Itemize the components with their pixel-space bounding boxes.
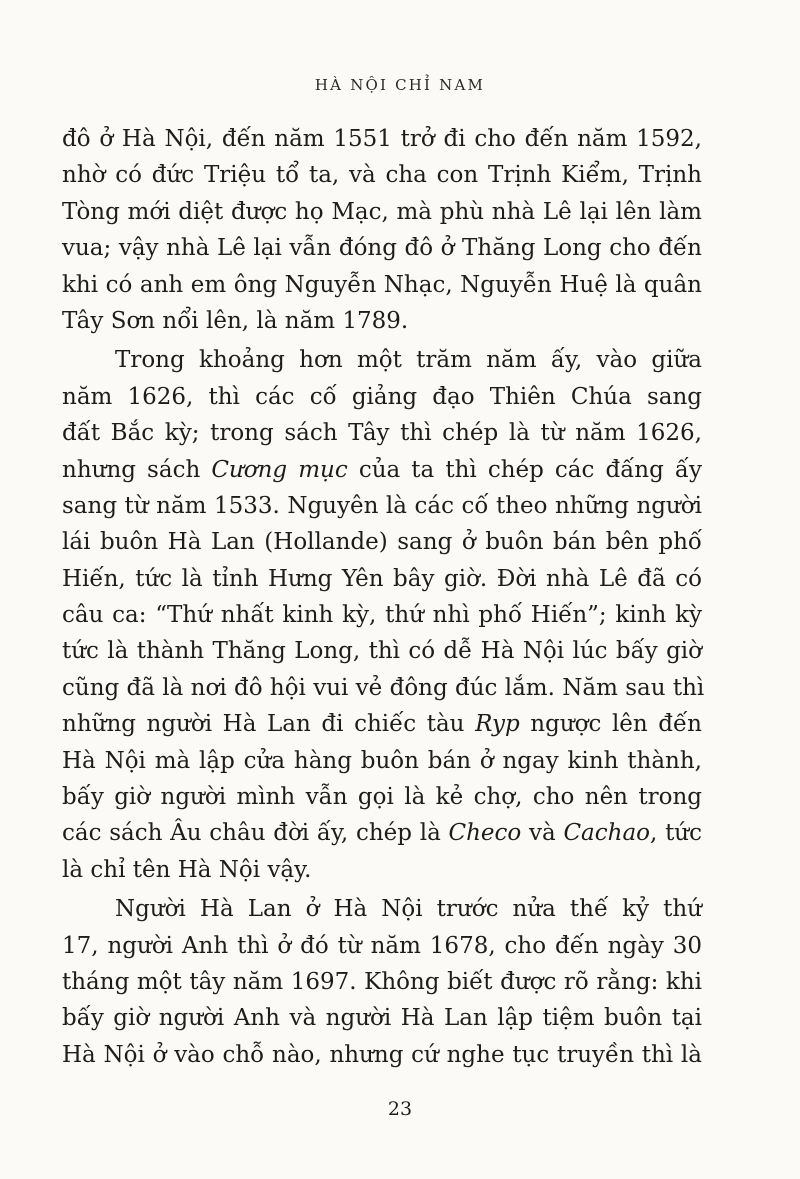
text-line: năm 1626, thì các cố giảng đạo Thiên Chúa sang	[62, 383, 702, 410]
text-line: Trong khoảng hơn một trăm năm ấy, vào giữa	[115, 347, 702, 374]
text-line: đất Bắc kỳ; trong sách Tây thì chép là từ năm 1626,	[62, 420, 702, 447]
running-head: HÀ NỘI CHỈ NAM	[314, 76, 486, 94]
text-line: Người Hà Lan ở Hà Nội trước nửa thế kỷ thứ	[115, 896, 702, 923]
paragraph-3	[62, 891, 702, 1073]
text-line: tức là thành Thăng Long, thì có dễ Hà Nội lúc bấy giờ	[62, 638, 702, 665]
text-line: đô ở Hà Nội, đến năm 1551 trở đi cho đến năm 1592,	[62, 126, 702, 152]
text-line: những người Hà Lan đi chiếc tàu Ryp ngược lên đến	[62, 711, 702, 738]
text-line: nhưng sách Cương mục của ta thì chép các đấng ấy	[62, 456, 703, 483]
text-line: vua; vậy nhà Lê lại vẫn đóng đô ở Thăng Long cho đến	[62, 235, 702, 262]
text-line: Tòng mới diệt được họ Mạc, mà phù nhà Lê lại lên làm	[62, 198, 702, 225]
text-line: lái buôn Hà Lan (Hollande) sang ở buôn bán bên phố	[62, 529, 702, 556]
body-text	[62, 121, 705, 1073]
text-line: là chỉ tên Hà Nội vậy.	[62, 856, 312, 883]
paragraph-2	[62, 342, 705, 888]
text-line: khi có anh em ông Nguyễn Nhạc, Nguyễn Huệ là quân	[62, 271, 702, 298]
text-line: tháng một tây năm 1697. Không biết được rõ rằng: khi	[62, 968, 702, 995]
text-line: câu ca: “Thứ nhất kinh kỳ, thứ nhì phố Hiến”; kinh kỳ	[62, 602, 702, 629]
text-line: sang từ năm 1533. Nguyên là các cố theo những người	[62, 492, 702, 519]
text-line: bấy giờ người mình vẫn gọi là kẻ chợ, cho nên trong	[62, 784, 702, 811]
text-line: Tây Sơn nổi lên, là năm 1789.	[62, 307, 409, 334]
text-line: Hà Nội mà lập cửa hàng buôn bán ở ngay kinh thành,	[62, 747, 702, 774]
page-number: 23	[387, 1098, 413, 1120]
text-line: Hà Nội ở vào chỗ nào, nhưng cứ nghe tục truyền thì là	[62, 1041, 702, 1068]
text-line: bấy giờ người Anh và người Hà Lan lập tiệm buôn tại	[62, 1005, 702, 1032]
text-line: Hiến, tức là tỉnh Hưng Yên bây giờ. Đời nhà Lê đã có	[62, 565, 702, 592]
text-line: nhờ có đức Triệu tổ ta, và cha con Trịnh Kiểm, Trịnh	[62, 162, 702, 189]
text-line: 17, người Anh thì ở đó từ năm 1678, cho đến ngày 30	[62, 932, 702, 959]
text-line: cũng đã là nơi đô hội vui vẻ đông đúc lắm. Năm sau thì	[62, 674, 705, 701]
text-line: các sách Âu châu đời ấy, chép là Checo và Cachao, tức	[62, 820, 703, 847]
paragraph-1	[62, 121, 702, 339]
